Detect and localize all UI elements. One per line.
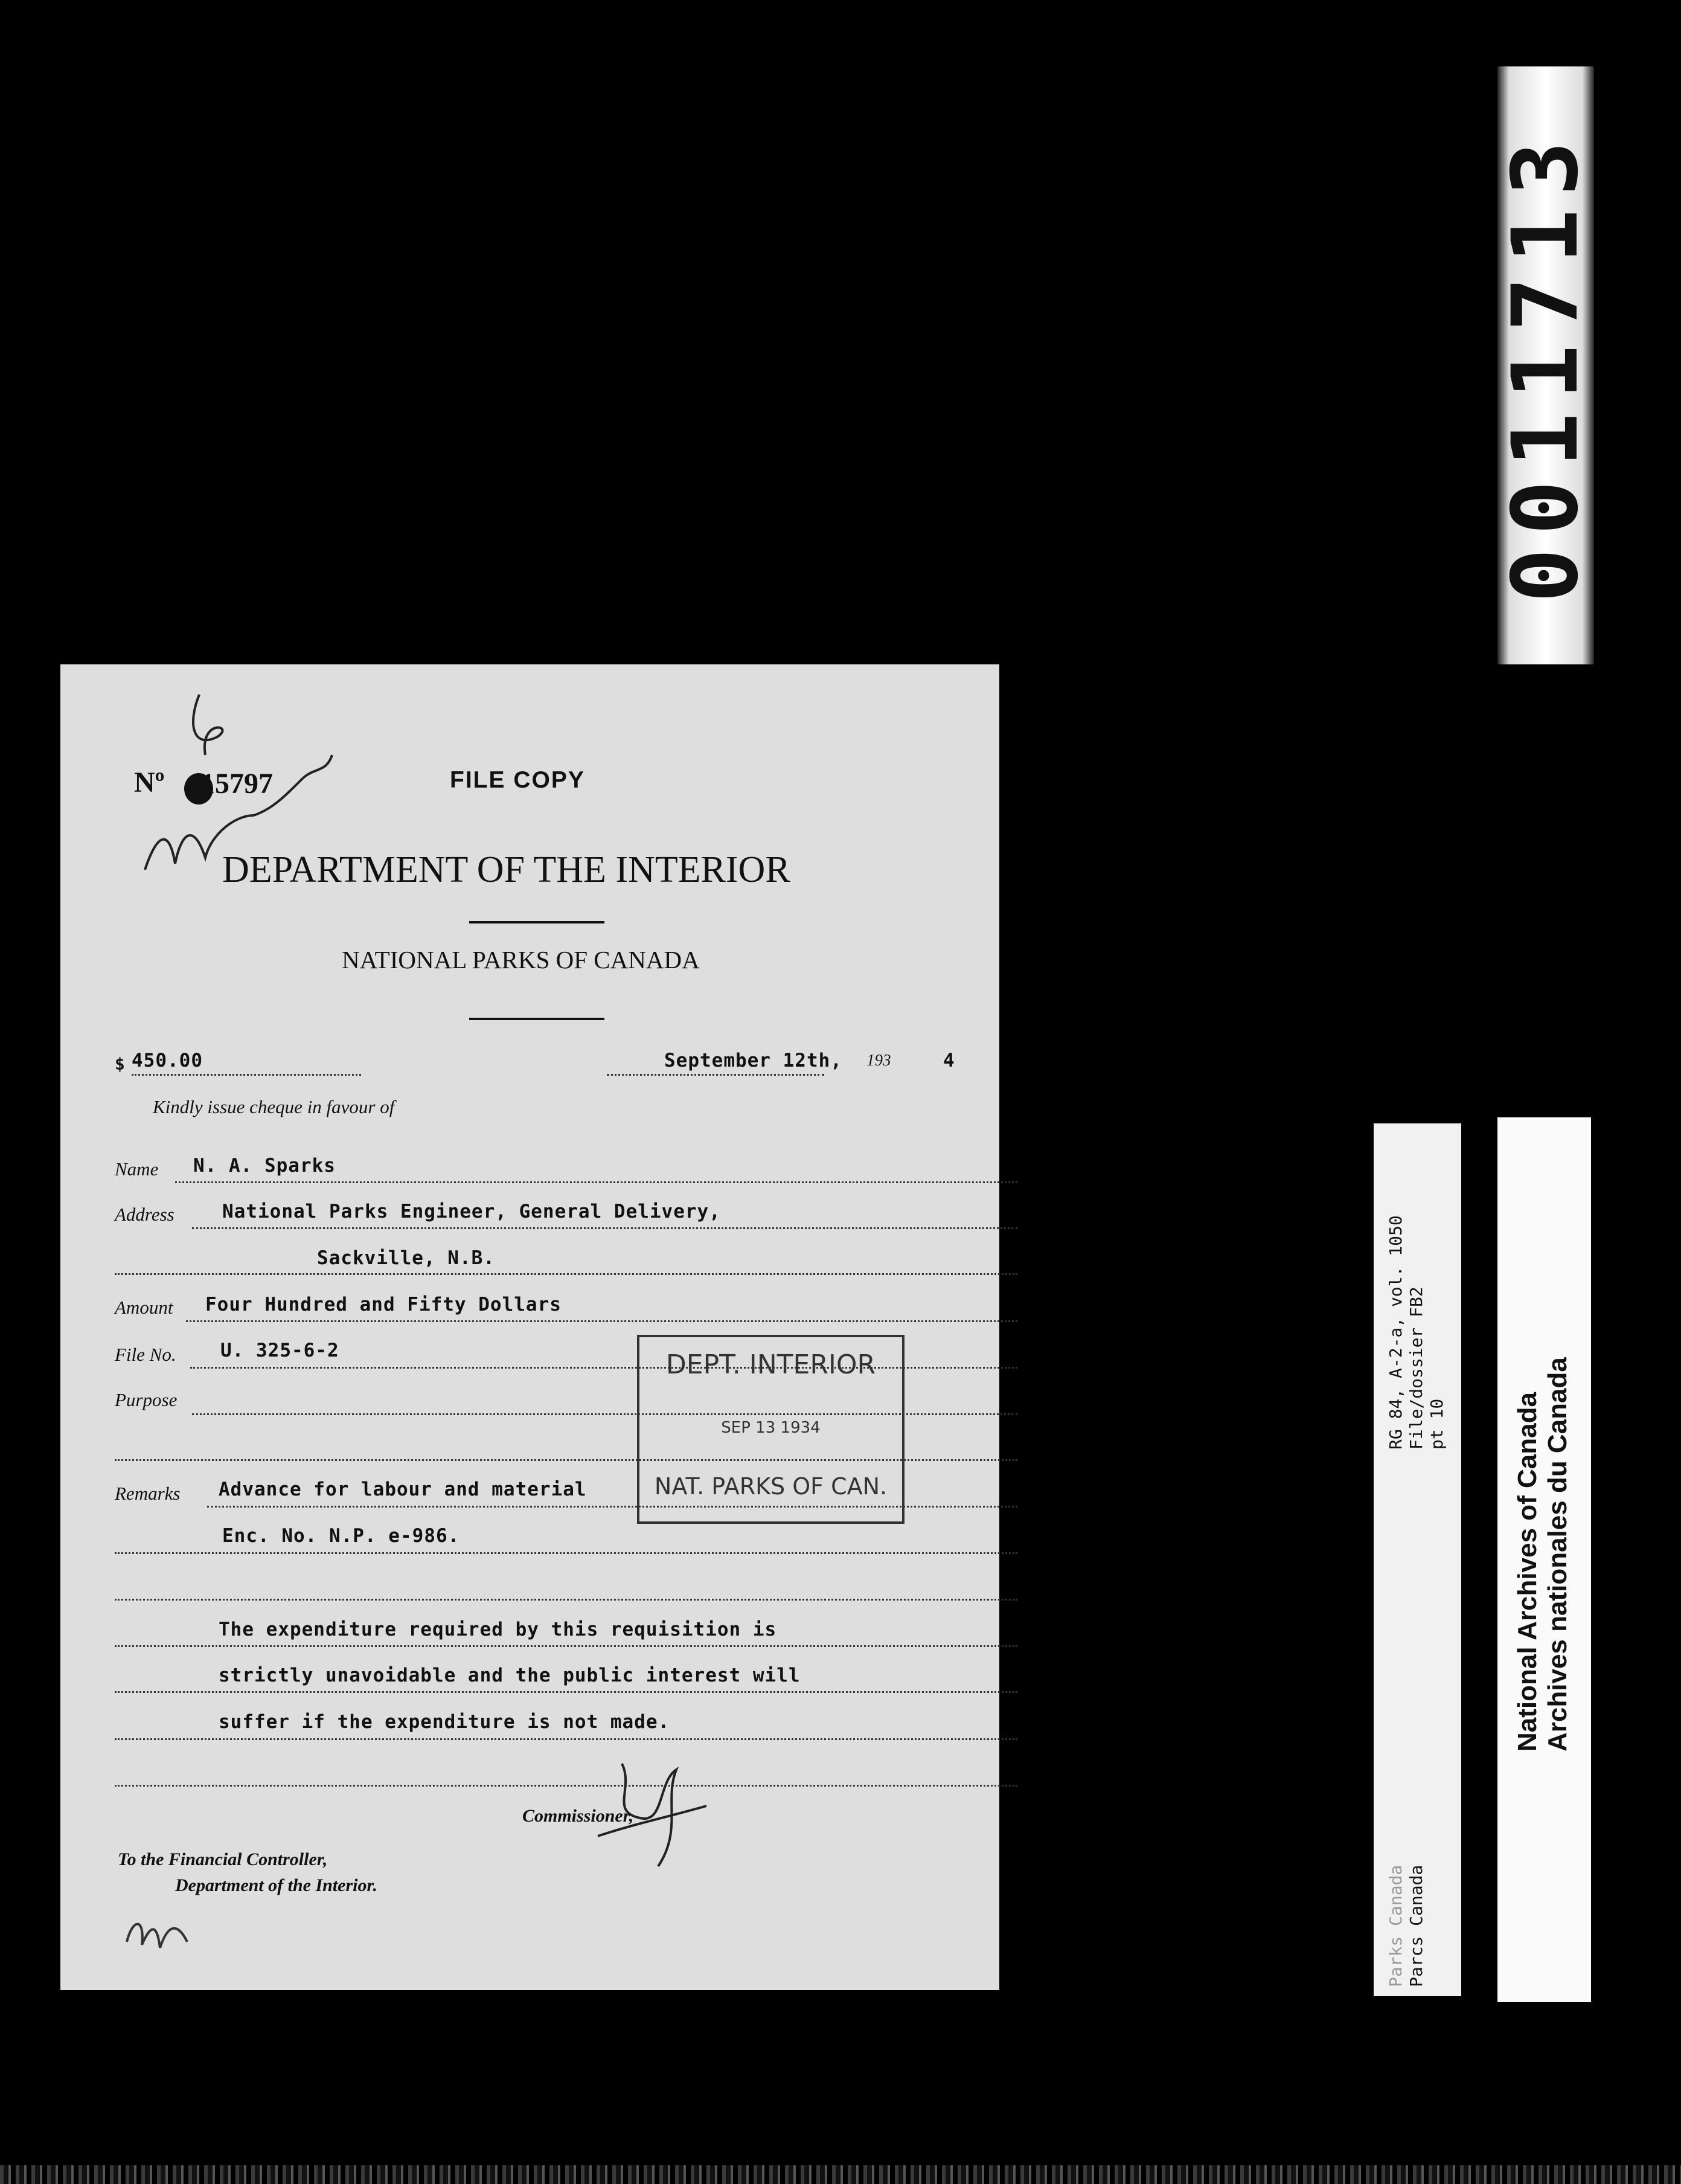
field-line [115, 1691, 1017, 1693]
field-line [115, 1273, 1017, 1275]
archive-institution: National Archives of Canada Archives nationales du Canada [1513, 1357, 1572, 1752]
date-value: September 12th, [664, 1050, 842, 1071]
certification-line1: The expenditure required by this requisition is [219, 1619, 777, 1640]
stamp-date: SEP 13 1934 [721, 1419, 821, 1437]
stamp-line1: DEPT. INTERIOR [665, 1349, 876, 1380]
form-number: 15797 [200, 768, 273, 800]
field-line [115, 1738, 1017, 1740]
copy-label: FILE COPY [450, 767, 585, 793]
archive-institution-label [1497, 1117, 1591, 2002]
addressee-line1: To the Financial Controller, [118, 1849, 328, 1869]
name-value: N. A. Sparks [193, 1155, 336, 1177]
amount-words: Four Hundred and Fifty Dollars [205, 1294, 562, 1315]
purpose-label: Purpose [115, 1389, 178, 1410]
amount-value: 450.00 [132, 1050, 203, 1071]
remarks-line1: Advance for labour and material [219, 1479, 587, 1500]
department-heading: DEPARTMENT OF THE INTERIOR [222, 849, 790, 890]
certification-line2: strictly unavoidable and the public interest will [219, 1665, 801, 1686]
archive-reference: RG 84, A-2-a, vol. 1050 File/dossier FB2 pt 10 [1386, 1215, 1447, 1450]
file-no-value: U. 325-6-2 [220, 1340, 339, 1361]
form-number-prefix: Nº [134, 766, 165, 798]
address-line1: National Parks Engineer, General Delivery, [222, 1201, 721, 1222]
field-line [115, 1552, 1017, 1554]
signature-title: Commissioner, [522, 1806, 634, 1826]
address-label: Address [115, 1204, 175, 1225]
addressee-line2: Department of the Interior. [175, 1875, 378, 1895]
stamp-line3: NAT. PARKS OF CAN. [654, 1473, 888, 1500]
heading-rule [469, 1018, 604, 1020]
heading-rule [469, 921, 604, 923]
branch-heading: NATIONAL PARKS OF CANADA [342, 946, 700, 974]
frame-counter-strip [1493, 66, 1598, 664]
film-edge [0, 2165, 1681, 2184]
field-line [132, 1074, 361, 1076]
field-line [175, 1181, 1017, 1183]
handwritten-initials [121, 1906, 205, 1966]
amount-label: Amount [115, 1297, 173, 1318]
archive-agency: Parks Canada Parcs Canada [1386, 1864, 1426, 1987]
field-line [115, 1785, 1017, 1787]
field-line [115, 1645, 1017, 1647]
intro-text: Kindly issue cheque in favour of [153, 1096, 395, 1117]
field-line [192, 1227, 1017, 1229]
field-line [115, 1599, 1017, 1601]
field-line [186, 1320, 1017, 1322]
amount-symbol: $ [115, 1054, 126, 1074]
field-line [607, 1074, 824, 1076]
remarks-line2: Enc. No. N.P. e-986. [222, 1525, 460, 1547]
address-line2: Sackville, N.B. [317, 1247, 495, 1269]
frame-counter-number: 0011713 [1493, 127, 1598, 603]
file-no-label: File No. [115, 1344, 176, 1365]
certification-line3: suffer if the expenditure is not made. [219, 1711, 670, 1733]
requisition-form [60, 664, 999, 1990]
remarks-label: Remarks [115, 1483, 181, 1504]
received-stamp [637, 1335, 905, 1524]
year-prefix: 193 [866, 1051, 891, 1069]
year-suffix: 4 [943, 1050, 955, 1071]
archive-reference-label [1374, 1123, 1461, 1996]
name-label: Name [115, 1158, 159, 1180]
